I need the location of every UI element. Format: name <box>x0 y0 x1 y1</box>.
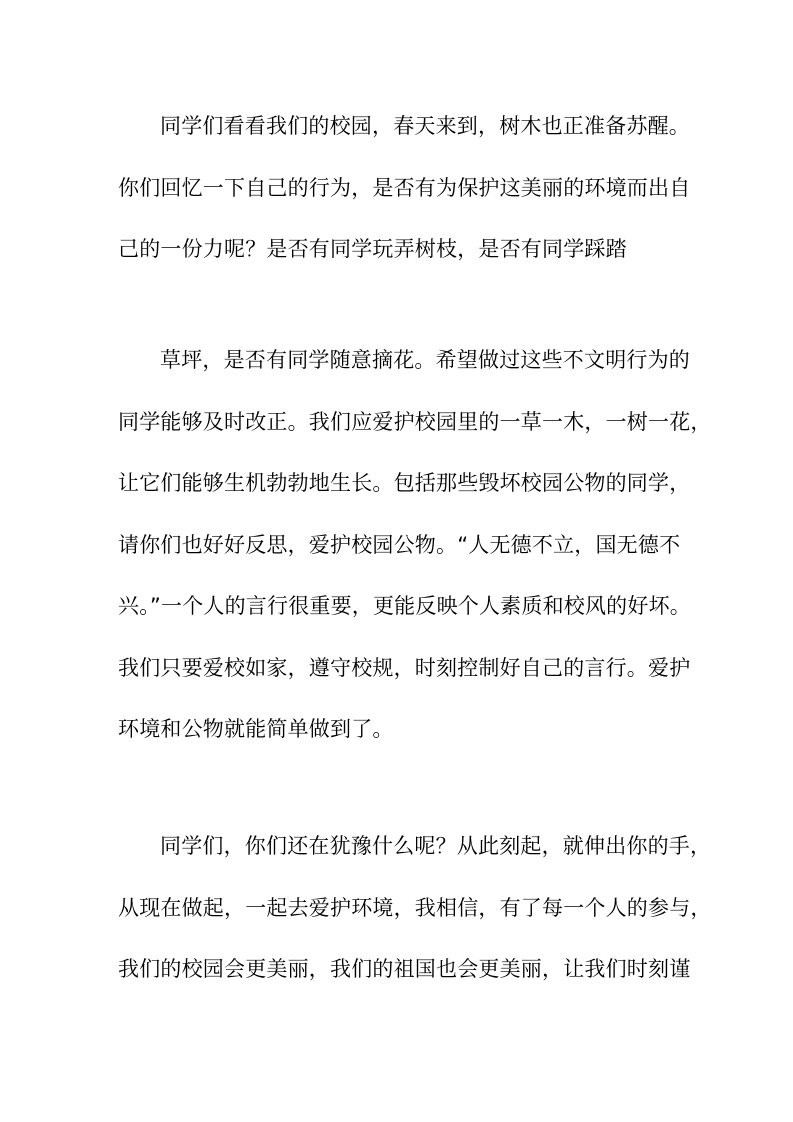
paragraph-3-line-2: 从现在做起，一起去爱护环境，我相信，有了每一个人的参与， <box>118 896 712 920</box>
paragraph-2-line-5: 兴。”一个人的言行很重要，更能反映个人素质和校风的好坏。 <box>118 594 691 618</box>
paragraph-3-line-3: 我们的校园会更美丽，我们的祖国也会更美丽，让我们时刻谨 <box>118 957 691 981</box>
paragraph-1-line-2: 你们回忆一下自己的行为，是否有为保护这美丽的环境而出自 <box>118 176 691 200</box>
paragraph-2-line-6: 我们只要爱校如家，遵守校规，时刻控制好自己的言行。爱护 <box>118 656 691 680</box>
paragraph-2-line-4: 请你们也好好反思，爱护校园公物。“人无德不立，国无德不 <box>118 533 681 557</box>
paragraph-1-line-1: 同学们看看我们的校园，春天来到，树木也正准备苏醒。 <box>160 114 690 138</box>
paragraph-2-line-7: 环境和公物就能简单做到了。 <box>118 717 394 741</box>
paragraph-1-line-3: 己的一份力呢？是否有同学玩弄树枝，是否有同学踩踏 <box>118 237 627 261</box>
paragraph-3-line-1: 同学们，你们还在犹豫什么呢？从此刻起，就伸出你的手， <box>160 834 712 858</box>
paragraph-2-line-1: 草坪，是否有同学随意摘花。希望做过这些不文明行为的 <box>160 348 690 372</box>
paragraph-2-line-3: 让它们能够生机勃勃地生长。包括那些毁坏校园公物的同学， <box>118 471 691 495</box>
paragraph-2-line-2: 同学能够及时改正。我们应爱护校园里的一草一木，一树一花， <box>118 410 712 434</box>
